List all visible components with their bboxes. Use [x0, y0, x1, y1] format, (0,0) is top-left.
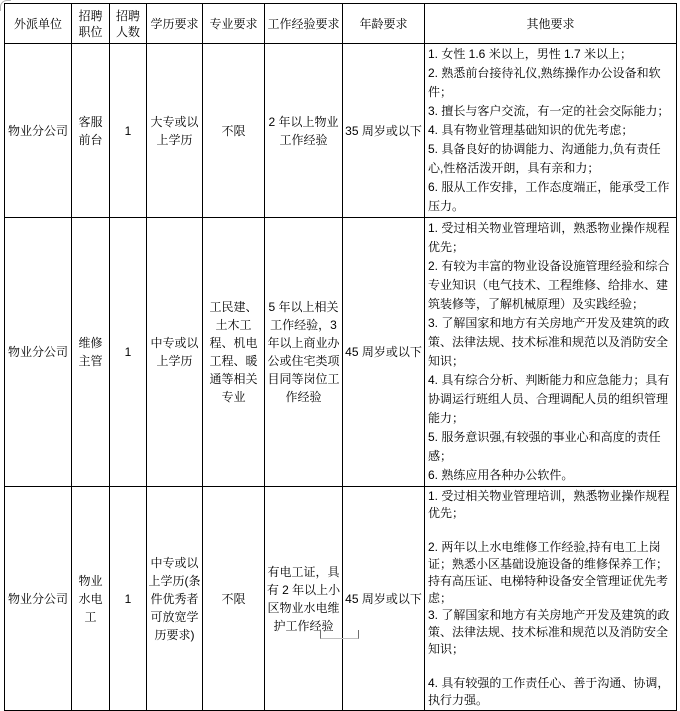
table-row-electrician-plumber: [5, 487, 677, 711]
cell-major: 工民建、土木工程、机电工程、暖通等相关专业: [203, 218, 265, 487]
requirement-item: 4. 具有物业管理基础知识的优先考虑；: [428, 123, 634, 137]
col-header-major: 专业要求: [203, 4, 265, 44]
col-header-education: 学历要求: [147, 4, 203, 44]
requirement-item: 4. 具有综合分析、判断能力和应急能力；具有协调运行班组人员、合理调配人员的组织管理能力；: [428, 373, 670, 425]
cell-age: 45 周岁或以下: [343, 487, 425, 711]
cell-age: 35 周岁或以下: [343, 44, 425, 218]
requirement-item: 1. 受过相关物业管理培训，熟悉物业操作规程优先；: [428, 221, 670, 254]
cell-experience: 有电工证，具有 2 年以上小区物业水电维护工作经验: [265, 487, 343, 711]
requirement-item: 2. 有较为丰富的物业设备设施管理经验和综合专业知识（电气技术、工程维修、给排水、建筑装修等，了解机械原理）及实践经验；: [428, 259, 670, 311]
requirement-item: 6. 熟练应用各种办公软件。: [428, 468, 574, 482]
cell-unit: 物业分公司: [5, 218, 72, 487]
requirement-item: 3. 擅长与客户交流，有一定的社会交际能力；: [428, 104, 670, 118]
cell-education: 中专或以上学历(条件优秀者可放宽学历要求): [147, 487, 203, 711]
requirement-spacer: [428, 522, 674, 539]
cell-other-requirements: [425, 44, 677, 218]
col-header-age: 年龄要求: [343, 4, 425, 44]
cell-position: 维修主管: [72, 218, 110, 487]
requirement-item: 3. 了解国家和地方有关房地产开发及建筑的政策、法律法规、技术标准和规范以及消防安全知识；: [428, 608, 670, 656]
next-row-fragment: [320, 630, 359, 639]
cell-unit: 物业分公司: [5, 487, 72, 711]
col-header-position: 招聘职位: [72, 4, 110, 44]
col-header-count: 招聘人数: [110, 4, 147, 44]
table-row-front-desk: [5, 44, 677, 218]
requirement-item: 6. 服从工作安排，工作态度端正，能承受工作压力。: [428, 180, 670, 213]
cell-major: 不限: [203, 44, 265, 218]
cell-major: 不限: [203, 487, 265, 711]
cell-count: 1: [110, 218, 147, 487]
cell-education: 中专或以上学历: [147, 218, 203, 487]
cell-other-requirements: [425, 487, 677, 711]
cell-other-requirements: [425, 218, 677, 487]
cell-count: 1: [110, 44, 147, 218]
requirement-item: 2. 两年以上水电维修工作经验,持有电工上岗证；熟悉小区基础设施设备的维修保养工作；持有高压证、电梯特种设备安全管理证优先考虑；: [428, 540, 669, 605]
cell-position: 物业水电工: [72, 487, 110, 711]
cell-education: 大专或以上学历: [147, 44, 203, 218]
recruitment-table: [4, 3, 677, 711]
requirement-item: 5. 具备良好的协调能力、沟通能力,负有责任心,性格活泼开朗，具有亲和力；: [428, 142, 661, 175]
col-header-unit: 外派单位: [5, 4, 72, 44]
requirement-item: 2. 熟悉前台接待礼仪,熟练操作办公设备和软件；: [428, 66, 661, 99]
cell-unit: 物业分公司: [5, 44, 72, 218]
requirement-item: 4. 具有较强的工作责任心、善于沟通、协调，执行力强。: [428, 676, 670, 707]
col-header-other: 其他要求: [425, 4, 677, 44]
table-header-row: [5, 4, 677, 44]
requirement-item: 5. 服务意识强,有较强的事业心和高度的责任感；: [428, 430, 661, 463]
table-row-maintenance-supervisor: [5, 218, 677, 487]
cell-age: 45 周岁或以下: [343, 218, 425, 487]
requirement-item: 1. 受过相关物业管理培训，熟悉物业操作规程优先；: [428, 489, 670, 520]
cell-count: 1: [110, 487, 147, 711]
requirement-item: 3. 了解国家和地方有关房地产开发及建筑的政策、法律法规、技术标准和规范以及消防安全知识；: [428, 316, 670, 368]
cell-position: 客服前台: [72, 44, 110, 218]
requirement-spacer: [428, 658, 674, 675]
col-header-experience: 工作经验要求: [265, 4, 343, 44]
requirement-item: 1. 女性 1.6 米以上，男性 1.7 米以上；: [428, 47, 633, 61]
cell-experience: 2 年以上物业工作经验: [265, 44, 343, 218]
cell-experience: 5 年以上相关工作经验，3 年以上商业办公或住宅类项目同等岗位工作经验: [265, 218, 343, 487]
